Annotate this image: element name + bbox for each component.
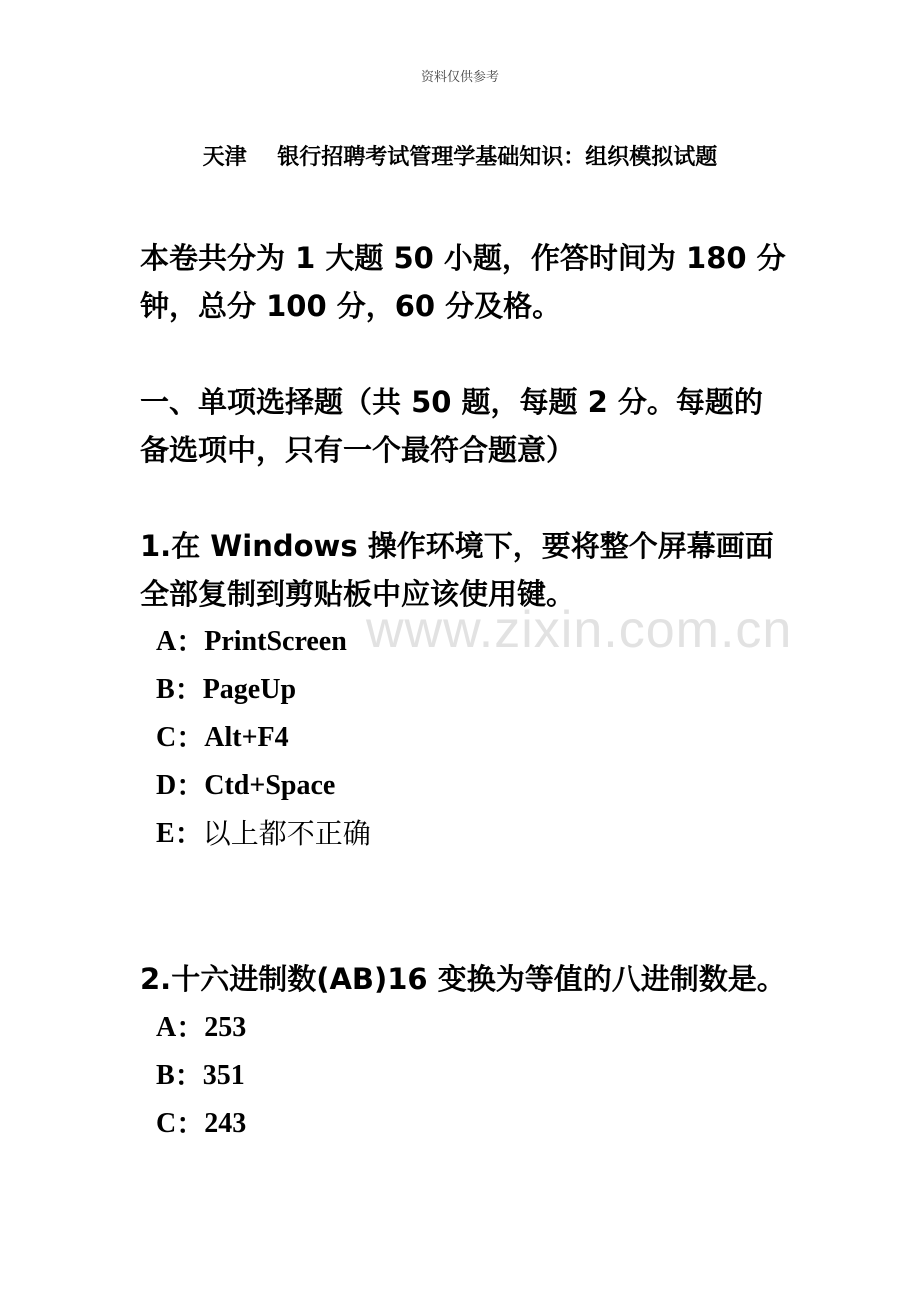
question-2-options xyxy=(156,1004,246,1148)
option-letter: A xyxy=(156,626,177,657)
option-b xyxy=(156,666,371,714)
exam-intro: 本卷共分为 1 大题 50 小题，作答时间为 180 分钟，总分 100 分，60 分及格。 xyxy=(140,241,786,323)
option-text: PrintScreen xyxy=(204,626,347,657)
option-e xyxy=(156,810,371,858)
option-d xyxy=(156,762,371,810)
option-separator: ： xyxy=(176,769,205,802)
section-heading: 一、单项选择题（共 50 题，每题 2 分。每题的备选项中，只有一个最符合题意） xyxy=(140,385,763,467)
option-separator: ： xyxy=(176,1011,205,1044)
option-a xyxy=(156,618,371,666)
option-text: 351 xyxy=(202,1060,245,1091)
option-text: PageUp xyxy=(202,674,297,705)
option-text: Alt+F4 xyxy=(204,722,289,753)
option-a xyxy=(156,1004,246,1052)
option-text: 以上都不正确 xyxy=(202,817,371,850)
option-c xyxy=(156,714,371,762)
option-letter: E xyxy=(156,818,175,849)
option-c xyxy=(156,1100,246,1148)
option-text: Ctd+Space xyxy=(204,770,336,801)
option-letter: B xyxy=(156,674,175,705)
option-b xyxy=(156,1052,246,1100)
option-separator: ： xyxy=(176,625,205,658)
document-title: 天津 银行招聘考试管理学基础知识：组织模拟试题 xyxy=(202,145,718,170)
option-letter: B xyxy=(156,1060,175,1091)
question-2-stem: 2.十六进制数(AB)16 变换为等值的八进制数是。 xyxy=(140,962,786,996)
option-separator: ： xyxy=(174,1059,203,1092)
question-1-options xyxy=(156,618,371,858)
option-text: 243 xyxy=(204,1108,247,1139)
option-letter: C xyxy=(156,722,177,753)
option-letter: C xyxy=(156,1108,177,1139)
option-text: 253 xyxy=(204,1012,247,1043)
option-separator: ： xyxy=(176,721,205,754)
option-separator: ： xyxy=(174,673,203,706)
option-letter: A xyxy=(156,1012,177,1043)
header-note: 资料仅供参考 xyxy=(420,70,499,85)
watermark: www.zixin.com.cn xyxy=(366,601,793,659)
option-separator: ： xyxy=(174,817,203,850)
option-separator: ： xyxy=(176,1107,205,1140)
question-1-stem: 1.在 Windows 操作环境下，要将整个屏幕画面全部复制到剪贴板中应该使用键。 xyxy=(140,529,774,611)
option-letter: D xyxy=(156,770,177,801)
